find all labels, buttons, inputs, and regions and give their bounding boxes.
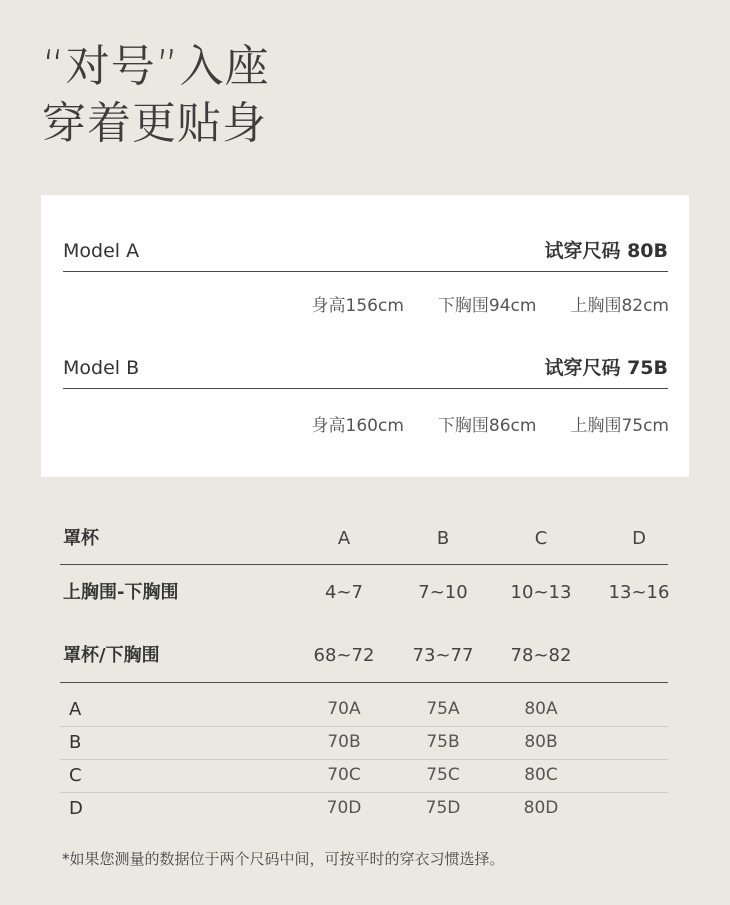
model-card [41, 195, 689, 477]
model-a-height: 身高156cm [311, 296, 404, 316]
size-row-b [60, 727, 668, 760]
model-a-name: Model A [63, 240, 140, 262]
diff-a: 4~7 [325, 582, 363, 603]
cup-header-d: D [632, 528, 646, 549]
cup-header-a: A [337, 528, 351, 549]
size-row-a-80: 80A [524, 699, 558, 719]
headline [42, 38, 270, 152]
model-b-row [63, 348, 668, 389]
headline-line-1: “对号”入座 [42, 41, 270, 92]
cup-header-label: 罩杯 [63, 528, 99, 549]
band-divider [60, 682, 668, 683]
size-row-d-letter: D [69, 798, 83, 819]
diff-row-wrap [60, 575, 668, 619]
size-row-b-75: 75B [426, 732, 460, 752]
size-row-a [60, 694, 668, 727]
size-row-d [60, 793, 668, 826]
diff-label: 上胸围-下胸围 [63, 582, 179, 603]
model-b-measurements [312, 411, 669, 436]
diff-b: 7~10 [418, 582, 468, 603]
size-row-d-70: 70D [326, 798, 362, 818]
model-b-upper: 上胸围75cm [570, 416, 669, 436]
band-row-wrap [60, 638, 668, 682]
size-row-a-75: 75A [426, 699, 460, 719]
band-b: 73~77 [412, 645, 474, 666]
model-a-under: 下胸围94cm [437, 296, 537, 316]
header-divider [60, 564, 668, 565]
size-row-b-80: 80B [524, 732, 558, 752]
diff-c: 10~13 [510, 582, 572, 603]
band-c: 78~82 [510, 645, 572, 666]
size-row-c [60, 760, 668, 793]
model-b-size: 试穿尺码 75B [544, 357, 668, 379]
band-row [60, 638, 668, 682]
size-row-c-75: 75C [426, 765, 460, 785]
footnote: *如果您测量的数据位于两个尺码中间，可按平时的穿衣习惯选择。 [62, 850, 505, 868]
size-row-c-letter: C [69, 765, 82, 786]
size-row-a-70: 70A [327, 699, 361, 719]
model-a-measurements [312, 291, 669, 316]
model-b-under: 下胸围86cm [437, 416, 537, 436]
model-b-name: Model B [63, 357, 140, 379]
model-a-row [63, 231, 668, 272]
size-row-c-70: 70C [327, 765, 361, 785]
model-b-height: 身高160cm [311, 416, 404, 436]
cup-header-row [60, 520, 668, 564]
size-row-c-80: 80C [524, 765, 558, 785]
diff-row [60, 575, 668, 619]
size-row-a-letter: A [69, 699, 82, 720]
size-row-b-letter: B [69, 732, 82, 753]
model-a-size: 试穿尺码 80B [544, 240, 668, 262]
cup-size-table [60, 520, 668, 564]
size-row-d-75: 75D [425, 798, 461, 818]
band-a: 68~72 [313, 645, 375, 666]
size-row-b-70: 70B [327, 732, 361, 752]
headline-line-2: 穿着更贴身 [42, 98, 267, 149]
model-a-upper: 上胸围82cm [570, 296, 669, 316]
size-row-d-80: 80D [523, 798, 559, 818]
band-label: 罩杯/下胸围 [63, 645, 160, 666]
diff-d: 13~16 [608, 582, 670, 603]
cup-header-c: C [534, 528, 548, 549]
cup-header-b: B [436, 528, 450, 549]
